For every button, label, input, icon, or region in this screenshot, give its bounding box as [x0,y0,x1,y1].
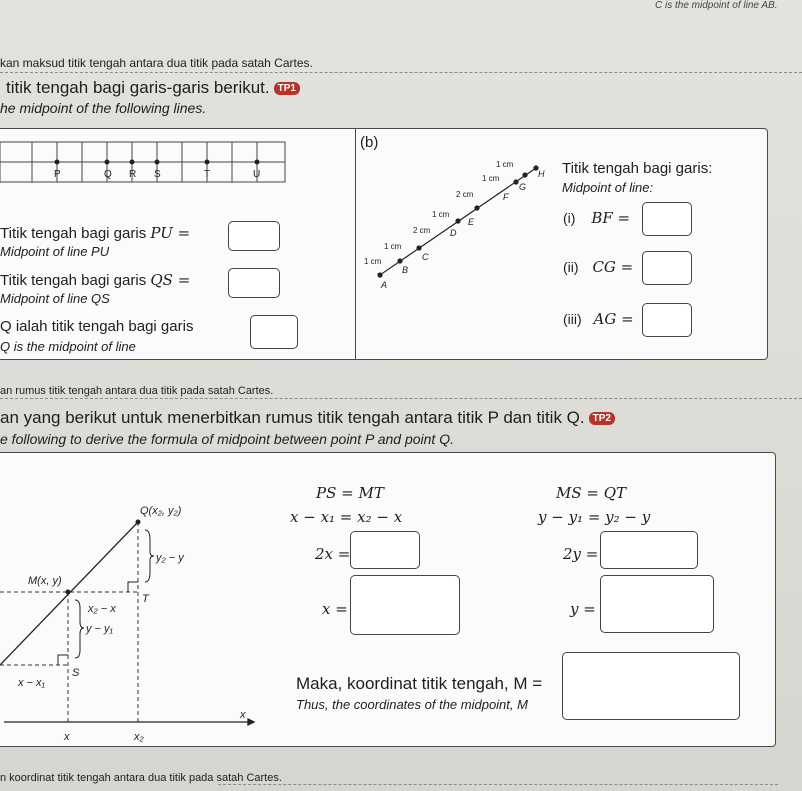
right-eq-3: 2y = [563,545,599,563]
right-eq-4: y = [570,600,596,618]
point-a-label: A [381,280,388,290]
seg-label-ab: 1 cm [364,257,382,266]
point-c-dot [416,245,421,250]
header-line-1: kan maksud titik tengah antara dua titik pada satah Cartes. [0,56,313,70]
footer-text: n koordinat titik tengah antara dua titik pada satah Cartes. [0,772,282,784]
label-s: S [72,667,80,679]
q2-row [0,271,190,289]
number-line-grid [0,140,290,190]
q1-en: Midpoint of line PU [0,244,110,259]
bf-answer-box[interactable] [642,202,692,236]
diagram-mark [380,169,545,290]
2y-answer-box[interactable] [600,531,698,569]
corner-note: C is the midpoint of line AB. [655,0,778,11]
tp2-badge: TP2 [589,412,615,425]
q1-answer-box[interactable] [228,221,280,251]
diagram-mark [66,590,71,595]
right-eq-1: MS = QT [556,484,627,502]
section2-instruction [0,408,615,428]
label-y-minus-y1: y − y₁ [86,623,114,635]
diagram-mark [58,655,68,665]
point-p-dot [55,160,60,165]
midpoint-answer-box[interactable] [562,652,740,720]
b-item-2 [563,258,633,276]
point-q-dot [105,160,110,165]
left-eq-3: 2x = [315,545,351,563]
seg-label-cd: 2 cm [413,226,431,235]
section2-title: an rumus titik tengah antara dua titik pada satah Cartes. [0,385,274,397]
point-e-dot [474,205,479,210]
point-t-dot [205,160,210,165]
y-answer-box[interactable] [600,575,714,633]
q2-answer-box[interactable] [228,268,280,298]
point-r-dot [130,160,135,165]
b-item-3 [563,310,634,328]
seg-label-bc: 1 cm [384,242,402,251]
b-item-3-num: (iii) [563,311,582,327]
b-item-3-expr: AG = [593,310,634,328]
label-y2-minus-y: y₂ − y [156,552,184,564]
left-eq-2: x − x₁ = x₂ − x [290,508,403,526]
point-s-label: S [154,169,161,180]
left-eq-1: PS = MT [316,484,384,502]
point-t-label: T [204,169,211,180]
point-q-label: Q [104,169,112,180]
b-item-2-num: (ii) [563,259,579,275]
diagram-mark [377,165,538,277]
q3-text: Q ialah titik tengah bagi garis [0,318,194,335]
section2-instruction-en: e following to derive the formula of midpoint between point P and point Q. [0,431,454,447]
section2-instruction-text: an yang berikut untuk menerbitkan rumus titik tengah antara titik P dan titik Q. [0,408,585,427]
point-u-dot [255,160,260,165]
point-f-label: F [503,192,509,202]
point-g-label: G [519,182,527,192]
part-b-label: (b) [360,134,379,151]
point-p-label: P [54,169,61,180]
point-r-label: R [129,169,137,180]
q1-row [0,224,190,242]
point-g-dot [522,172,527,177]
point-f-dot [513,179,518,184]
point-a-dot [377,272,382,277]
q1-expr: PU = [150,224,191,242]
diagram-mark [0,142,285,182]
box-divider [355,128,356,360]
label-x-axis: x [240,709,246,721]
seg-label-de: 1 cm [432,210,450,219]
cg-answer-box[interactable] [642,251,692,285]
b-item-2-expr: CG = [592,258,634,276]
seg-label-ef: 2 cm [456,190,474,199]
point-s-dot [155,160,160,165]
point-b-dot [397,258,402,263]
label-m: M(x, y) [28,575,62,587]
label-x2: x₂ [134,731,144,743]
diagram-mark [136,520,141,525]
part-b-title-en: Midpoint of line: [562,180,654,195]
label-x2-minus-x: x₂ − x [88,603,116,615]
midpoint-diagram [0,500,260,745]
point-b-label: B [402,265,409,275]
seg-label-gh: 1 cm [496,160,514,169]
q3-answer-box[interactable] [250,315,298,349]
diagram-mark [17,505,246,743]
q2-expr: QS = [150,271,191,289]
tp1-badge: TP1 [274,82,300,95]
point-h-label: H [538,169,545,179]
b-item-1-num: (i) [563,210,576,226]
seg-label-fg: 1 cm [482,174,500,183]
diagram-mark [128,582,138,592]
x-axis-arrow [248,719,254,725]
label-x: x [64,731,70,743]
q2-en: Midpoint of line QS [0,291,110,306]
line-ah-diagram [358,150,558,300]
diagram-mark [58,530,154,665]
part-b-title: Titik tengah bagi garis: [562,160,713,177]
left-eq-4: x = [322,600,348,618]
label-x-minus-x1: x − x₁ [18,677,46,689]
diagram-mark [0,522,138,722]
point-d-label: D [450,228,457,238]
footer-divider [218,784,778,785]
b-item-1 [563,209,630,227]
point-c-label: C [422,252,429,262]
diagram-mark [145,530,154,582]
right-eq-2: y − y₁ = y₂ − y [538,508,651,526]
header-line-2-text: titik tengah bagi garis-garis berikut. [6,78,270,97]
ag-answer-box[interactable] [642,303,692,337]
diagram-mark [0,522,254,725]
divider [0,72,802,73]
label-t: T [142,593,149,605]
header-line-3: he midpoint of the following lines. [0,100,207,116]
point-d-dot [455,218,460,223]
diagram-mark [75,600,84,658]
2x-answer-box[interactable] [350,531,420,569]
q2-text: Titik tengah bagi garis [0,272,147,289]
q3-en: Q is the midpoint of line [0,339,136,354]
q1-text: Titik tengah bagi garis [0,225,147,242]
label-q: Q(x₂, y₂) [140,505,182,517]
conclusion-en: Thus, the coordinates of the midpoint, M [296,697,528,712]
header-line-2 [6,78,300,98]
conclusion-ms: Maka, koordinat titik tengah, M = [296,674,543,693]
point-u-label: U [253,169,261,180]
b-item-1-expr: BF = [591,209,631,227]
divider-2 [0,398,802,399]
diagram-mark [54,169,260,180]
x-answer-box[interactable] [350,575,460,635]
diagram-mark [364,160,514,266]
point-e-label: E [468,217,475,227]
